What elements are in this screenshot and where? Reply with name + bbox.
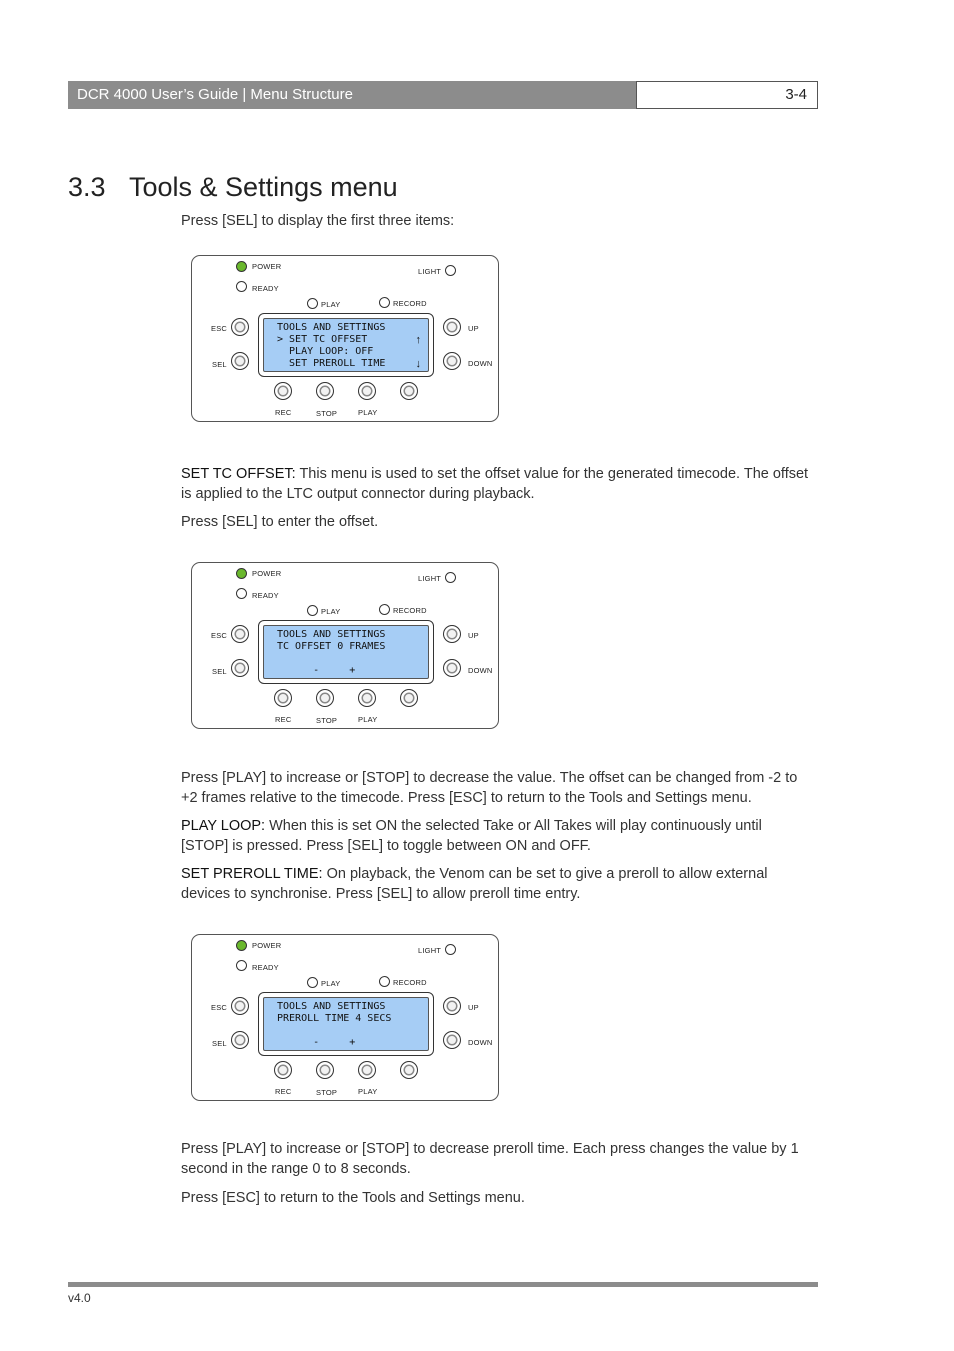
preroll-term: SET PREROLL TIME:: [181, 866, 323, 882]
light-led-icon: [445, 265, 456, 276]
down-button[interactable]: [443, 1031, 461, 1049]
rec-button[interactable]: [274, 1061, 292, 1079]
light-led-icon: [445, 572, 456, 583]
set-tc-offset-term: SET TC OFFSET:: [181, 466, 296, 482]
ready-label: READY: [252, 963, 279, 972]
lcd-display: [263, 997, 429, 1051]
return-note-paragraph: Press [ESC] to return to the Tools and Settings menu.: [181, 1190, 525, 1206]
scroll-up-arrow-icon: ↑: [415, 334, 421, 346]
control-panel-preroll: [191, 934, 499, 1101]
lcd-bezel: [258, 313, 434, 377]
stop-button[interactable]: [316, 689, 334, 707]
rec-button[interactable]: [274, 382, 292, 400]
down-button[interactable]: [443, 659, 461, 677]
lcd-line-1: TOOLS AND SETTINGS: [277, 322, 386, 333]
stop-label: STOP: [316, 716, 338, 725]
up-button[interactable]: [443, 625, 461, 643]
intro-paragraph: Press [SEL] to display the first three items:: [181, 213, 455, 229]
up-button[interactable]: [443, 997, 461, 1015]
offset-adjust-paragraph: Press [PLAY] to increase or [STOP] to decrease the value. The offset can be changed from -2 to +2 frames relative to the timecode. Press [ESC] to return to the Tools and Settings menu.: [181, 770, 798, 806]
preroll-adjust-paragraph: Press [PLAY] to increase or [STOP] to decrease preroll time. Each press changes the value by 1 second in the range 0 to 8 seconds.: [181, 1141, 799, 1177]
ready-led-icon: [236, 960, 247, 971]
set-tc-offset-text: This menu is used to set the offset value for the generated timecode. The offset is applied to the LTC output connector during playback.: [181, 466, 809, 502]
esc-label: ESC: [211, 1003, 228, 1012]
play-loop-text: When this is set ON the selected Take or All Takes will play continuously until [STOP] is pressed. Press [SEL] to toggle between ON and OFF.: [181, 818, 762, 854]
lcd-line-1: TOOLS AND SETTINGS: [277, 1001, 386, 1012]
lcd-line-4: SET PREROLL TIME: [277, 358, 386, 369]
record-led-label: RECORD: [393, 978, 427, 987]
lcd-line-2: TC OFFSET 0 FRAMES: [277, 641, 386, 652]
play-led-label: PLAY: [321, 300, 341, 309]
rec-label: REC: [275, 408, 292, 417]
power-led-icon: [236, 940, 247, 951]
footer-rule: [68, 1282, 818, 1287]
preroll-paragraph: [181, 865, 811, 904]
blank-button[interactable]: [400, 382, 418, 400]
play-led-icon: [307, 605, 318, 616]
up-button[interactable]: [443, 318, 461, 336]
preroll-text: On playback, the Venom can be set to give a preroll to allow external devices to synchronise. Press [SEL] to allow preroll time entry.: [181, 866, 768, 902]
lcd-line-3: PLAY LOOP: OFF: [277, 346, 374, 357]
up-label: UP: [468, 1003, 479, 1012]
play-label: PLAY: [358, 408, 378, 417]
play-button[interactable]: [358, 382, 376, 400]
sel-label: SEL: [212, 360, 227, 369]
light-label: LIGHT: [418, 946, 442, 955]
esc-label: ESC: [211, 324, 228, 333]
power-label: POWER: [252, 941, 282, 950]
ready-led-icon: [236, 281, 247, 292]
lcd-line-4: - +: [277, 1037, 356, 1048]
blank-button[interactable]: [400, 689, 418, 707]
light-label: LIGHT: [418, 267, 442, 276]
sel-button[interactable]: [231, 352, 249, 370]
play-label: PLAY: [358, 1087, 378, 1096]
power-led-icon: [236, 568, 247, 579]
ready-label: READY: [252, 284, 279, 293]
play-label: PLAY: [358, 715, 378, 724]
stop-button[interactable]: [316, 382, 334, 400]
section-heading: [68, 172, 398, 203]
power-label: POWER: [252, 569, 282, 578]
lcd-bezel: [258, 620, 434, 684]
play-led-label: PLAY: [321, 979, 341, 988]
esc-button[interactable]: [231, 625, 249, 643]
sel-button[interactable]: [231, 1031, 249, 1049]
record-led-icon: [379, 976, 390, 987]
play-button[interactable]: [358, 689, 376, 707]
power-label: POWER: [252, 262, 282, 271]
play-loop-paragraph: [181, 817, 811, 856]
lcd-display: [263, 625, 429, 679]
light-led-icon: [445, 944, 456, 955]
sel-label: SEL: [212, 667, 227, 676]
control-panel-offset: [191, 562, 499, 729]
play-led-label: PLAY: [321, 607, 341, 616]
lcd-line-2: > SET TC OFFSET: [277, 334, 368, 345]
stop-button[interactable]: [316, 1061, 334, 1079]
up-label: UP: [468, 631, 479, 640]
blank-button[interactable]: [400, 1061, 418, 1079]
scroll-down-arrow-icon: ↓: [415, 358, 421, 370]
lcd-line-2: PREROLL TIME 4 SECS: [277, 1013, 392, 1024]
esc-button[interactable]: [231, 997, 249, 1015]
running-header: [68, 81, 818, 109]
play-loop-term: PLAY LOOP:: [181, 818, 266, 834]
play-led-icon: [307, 977, 318, 988]
record-led-label: RECORD: [393, 299, 427, 308]
header-title: DCR 4000 User’s Guide | Menu Structure: [68, 81, 636, 109]
lcd-line-4: - +: [277, 665, 356, 676]
ready-label: READY: [252, 591, 279, 600]
sel-button[interactable]: [231, 659, 249, 677]
press-enter-paragraph: Press [SEL] to enter the offset.: [181, 514, 379, 530]
down-label: DOWN: [468, 666, 493, 675]
esc-label: ESC: [211, 631, 228, 640]
lcd-line-1: TOOLS AND SETTINGS: [277, 629, 386, 640]
rec-label: REC: [275, 1087, 292, 1096]
play-button[interactable]: [358, 1061, 376, 1079]
sel-label: SEL: [212, 1039, 227, 1048]
power-led-icon: [236, 261, 247, 272]
up-label: UP: [468, 324, 479, 333]
ready-led-icon: [236, 588, 247, 599]
record-led-label: RECORD: [393, 606, 427, 615]
lcd-bezel: [258, 992, 434, 1056]
footer-version: v4.0: [68, 1291, 91, 1305]
play-led-icon: [307, 298, 318, 309]
light-label: LIGHT: [418, 574, 442, 583]
esc-button[interactable]: [231, 318, 249, 336]
rec-button[interactable]: [274, 689, 292, 707]
section-number: 3.3: [68, 172, 106, 202]
set-tc-offset-paragraph: [181, 465, 811, 504]
stop-label: STOP: [316, 1088, 338, 1097]
record-led-icon: [379, 297, 390, 308]
down-label: DOWN: [468, 359, 493, 368]
lcd-display: [263, 318, 429, 372]
stop-label: STOP: [316, 409, 338, 418]
down-button[interactable]: [443, 352, 461, 370]
page-number: 3-4: [636, 81, 818, 109]
record-led-icon: [379, 604, 390, 615]
rec-label: REC: [275, 715, 292, 724]
down-label: DOWN: [468, 1038, 493, 1047]
control-panel-menu: [191, 255, 499, 422]
section-title: Tools & Settings menu: [129, 172, 398, 202]
